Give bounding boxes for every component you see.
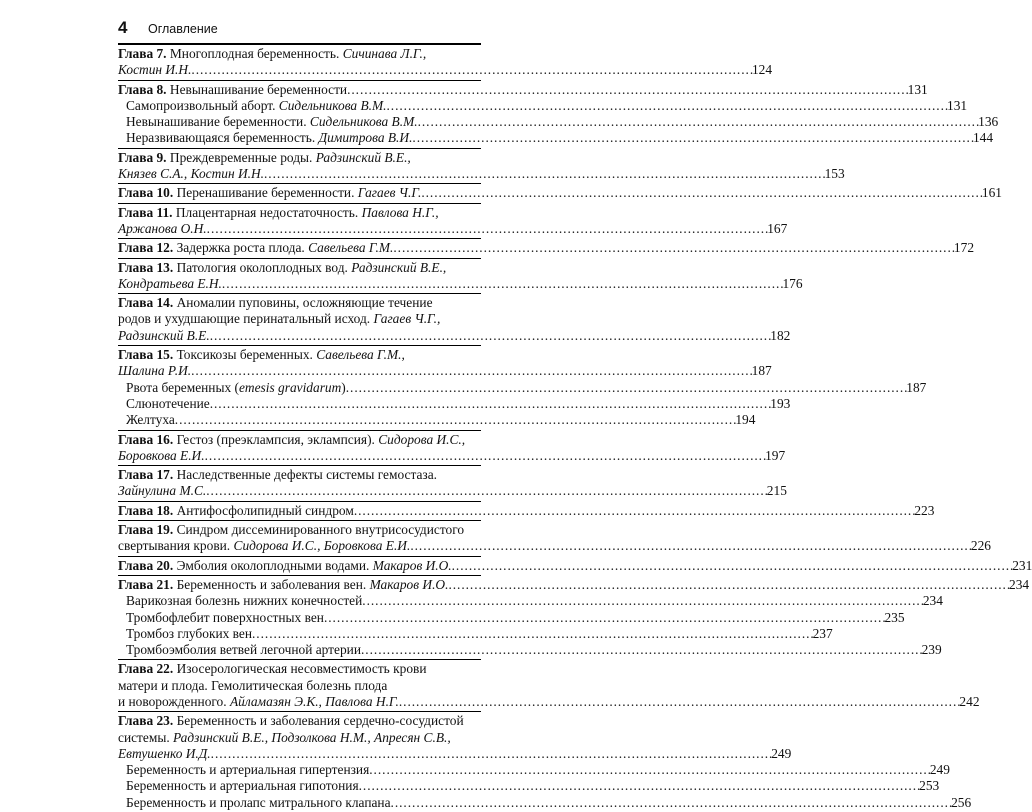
- title-text: Многоплодная беременность.: [166, 46, 343, 61]
- author-names: Сичинава Л.Г.,: [342, 46, 427, 61]
- toc-entry: [118, 203, 788, 239]
- toc-line-text: [118, 694, 399, 710]
- table-of-contents: [118, 43, 1032, 812]
- chapter-number: Глава 10.: [118, 185, 174, 201]
- title-text: Плацентарная недостаточность.: [172, 204, 362, 220]
- toc-entry: [118, 238, 975, 257]
- title-text: Тромбоэмболия ветвей легочной артерии: [126, 642, 362, 658]
- toc-line-text: [126, 593, 362, 609]
- toc-line: [118, 205, 481, 221]
- toc-line-text: [118, 185, 421, 201]
- toc-subsection-line: [118, 642, 942, 658]
- title-text: Синдром диссеминированного внутрисосудистого: [173, 522, 465, 538]
- toc-line: [118, 220, 788, 237]
- toc-line: [118, 661, 481, 677]
- title-text: Беременность и пролапс митрального клапана: [126, 794, 391, 810]
- toc-line-text: [118, 538, 410, 554]
- chapter-number: Глава 17.: [118, 467, 174, 483]
- toc-entry: [118, 465, 787, 501]
- toc-line: [118, 693, 980, 710]
- dot-leader: [264, 166, 825, 182]
- toc-line: [118, 678, 481, 694]
- author-names: Макаров И.О.: [369, 576, 449, 592]
- author-names: Шалина Р.И.: [118, 363, 192, 379]
- chapter-number: Глава 8.: [118, 81, 167, 97]
- author-names: Князев С.А., Костин И.Н.: [118, 166, 265, 182]
- title-text: Невынашивание беременности.: [126, 114, 310, 130]
- toc-line-text: [118, 432, 465, 448]
- page-ref: 172: [953, 240, 975, 256]
- page-ref: 234: [1009, 576, 1030, 592]
- chapter-number: Глава 20.: [118, 557, 174, 573]
- toc-line: [118, 502, 935, 519]
- page-ref: 167: [767, 220, 788, 236]
- toc-line-text: [118, 503, 354, 519]
- author-names: Сидельникова В.М.: [278, 97, 387, 113]
- title-text: Слюнотечение: [126, 395, 210, 411]
- title-text: Тромбофлебит поверхностных вен: [126, 609, 324, 625]
- title-text: Неразвивающаяся беременность.: [126, 130, 319, 146]
- toc-entry: [118, 711, 972, 812]
- toc-line: [118, 295, 481, 311]
- toc-entry: [118, 43, 773, 80]
- toc-line-text: [118, 82, 347, 98]
- toc-line: [118, 363, 772, 379]
- toc-line-text: [118, 205, 439, 221]
- page-ref: 131: [947, 97, 968, 113]
- toc-line: [118, 81, 928, 98]
- toc-line-text: [118, 522, 464, 538]
- page-ref: 131: [907, 81, 928, 97]
- dot-leader: [452, 558, 1013, 574]
- toc-line-text: [118, 558, 452, 574]
- toc-line-text: [118, 295, 433, 311]
- toc-line-text: [118, 713, 464, 729]
- title-text: родов и ухудшающие перинатальный исход.: [118, 311, 374, 327]
- toc-entry: [118, 556, 1032, 575]
- author-names: Радзинский В.Е.: [118, 327, 210, 343]
- page-ref: 226: [970, 538, 991, 554]
- title-text: свертывания крови.: [118, 538, 234, 554]
- toc-subsection-line: [118, 412, 756, 428]
- toc-line-text: [118, 328, 210, 344]
- toc-line: [118, 576, 1030, 593]
- toc-line: [118, 522, 481, 538]
- toc-line: [118, 447, 786, 464]
- author-names: Радзинский В.Е., Подзолкова Н.М., Апресян С.В.,: [173, 729, 451, 745]
- dot-leader: [359, 778, 920, 794]
- dot-leader: [391, 795, 952, 811]
- title-text: Гестоз (преэклампсия, эклампсия).: [173, 431, 379, 447]
- toc-line-text: [118, 363, 191, 379]
- author-names: Сидельникова В.М.: [309, 114, 418, 130]
- title-text: Беременность и артериальная гипертензия: [126, 762, 370, 778]
- chapter-number: Глава 7.: [118, 46, 167, 61]
- dot-leader: [362, 593, 923, 609]
- title-text: Рвота беременных (: [126, 379, 239, 395]
- toc-entry: [118, 148, 845, 184]
- dot-leader: [207, 221, 768, 237]
- page-ref: 187: [906, 379, 927, 395]
- dot-leader: [252, 626, 813, 642]
- toc-line-text: [126, 114, 418, 130]
- author-names: Радзинский В.Е.,: [351, 259, 447, 275]
- toc-line: [118, 311, 481, 327]
- toc-line-text: [118, 276, 222, 292]
- page-ref: 136: [978, 114, 999, 130]
- dot-leader: [412, 130, 973, 146]
- author-names: Савельева Г.М.,: [316, 347, 405, 363]
- author-names: Савельева Г.М.: [308, 240, 394, 256]
- dot-leader: [369, 762, 930, 778]
- toc-line: [118, 483, 787, 499]
- dot-leader: [191, 62, 752, 78]
- toc-line-text: [126, 412, 175, 428]
- toc-subsection-line: [118, 97, 968, 114]
- page-ref: 235: [884, 609, 905, 625]
- title-text: Самопроизвольный аборт.: [126, 97, 279, 113]
- dot-leader: [211, 746, 772, 762]
- toc-line-text: [118, 166, 264, 182]
- chapter-number: Глава 23.: [118, 713, 174, 729]
- author-names: Макаров И.О.: [372, 557, 452, 573]
- running-title: Оглавление: [148, 22, 218, 36]
- toc-line-text: [118, 577, 448, 593]
- title-text: Желтуха: [126, 412, 175, 428]
- toc-line: [118, 730, 481, 746]
- author-names: Боровкова Е.И.: [118, 447, 205, 463]
- page-ref: 124: [751, 62, 773, 78]
- page-ref: 197: [765, 447, 786, 463]
- dot-leader: [175, 412, 736, 428]
- toc-line-text: [118, 678, 387, 694]
- toc-entry: [118, 659, 980, 711]
- toc-line: [118, 240, 975, 256]
- title-text: Варикозная болезнь нижних конечностей: [126, 593, 363, 609]
- toc-subsection-line: [118, 593, 943, 609]
- title-text: Беременность и артериальная гипотония: [126, 778, 359, 794]
- author-names: Зайнулина М.С.: [118, 483, 207, 499]
- title-text: Эмболия околоплодными водами.: [173, 557, 373, 573]
- page-ref: 231: [1012, 557, 1032, 573]
- page-ref: 193: [770, 395, 791, 411]
- title-text: матери и плода. Гемолитическая болезнь плода: [118, 677, 388, 693]
- title-text: системы.: [118, 729, 174, 745]
- author-names: Айламазян Э.К., Павлова Н.Г.: [229, 693, 399, 709]
- dot-leader: [191, 363, 752, 379]
- toc-line-text: [118, 448, 205, 464]
- title-text: Тромбоз глубоких вен: [126, 625, 253, 641]
- toc-line: [118, 150, 481, 166]
- page-ref: 249: [929, 762, 950, 778]
- toc-line: [118, 275, 803, 292]
- page-ref: 194: [735, 412, 756, 428]
- toc-line: [118, 467, 481, 483]
- author-names: Евтушенко И.Д.: [118, 745, 211, 761]
- chapter-number: Глава 18.: [118, 502, 174, 518]
- dot-leader: [399, 694, 960, 710]
- toc-subsection-line: [118, 625, 833, 642]
- toc-line-text: [126, 626, 252, 642]
- toc-line-text: [118, 661, 427, 677]
- page-ref: 242: [959, 693, 980, 709]
- toc-line-text: [118, 730, 451, 746]
- chapter-number: Глава 22.: [118, 661, 174, 677]
- toc-line-text: [126, 610, 324, 626]
- author-names: Кондратьева Е.Н.: [118, 275, 222, 291]
- author-names: Радзинский В.Е.,: [315, 149, 411, 165]
- toc-subsection-line: [118, 778, 940, 794]
- toc-line-text: [126, 762, 369, 778]
- page-ref: 176: [782, 275, 803, 291]
- author-names: Гагаев Ч.Г.,: [373, 311, 441, 327]
- toc-entry: [118, 520, 991, 556]
- toc-line-text: [118, 240, 393, 256]
- chapter-number: Глава 15.: [118, 347, 174, 363]
- dot-leader: [448, 577, 1009, 593]
- page-ref: 256: [951, 794, 972, 810]
- toc-line: [118, 713, 481, 729]
- toc-subsection-line: [118, 395, 791, 412]
- toc-line: [118, 166, 845, 182]
- toc-subsection-line: [118, 794, 972, 811]
- toc-entry: [118, 501, 935, 520]
- toc-line-text: [118, 150, 411, 166]
- title-text: Беременность и заболевания вен.: [173, 576, 370, 592]
- toc-line-text: [118, 260, 446, 276]
- toc-line-text: [118, 467, 437, 483]
- chapter-number: Глава 11.: [118, 204, 173, 220]
- dot-leader: [421, 185, 982, 201]
- dot-leader: [210, 396, 771, 412]
- dot-leader: [324, 610, 885, 626]
- title-text: Невынашивание беременности: [166, 81, 348, 97]
- page-ref: 161: [981, 185, 1002, 201]
- toc-entry: [118, 293, 791, 345]
- page-header: [118, 18, 218, 40]
- author-names: Костин И.Н.: [118, 62, 192, 78]
- toc-subsection-line: [118, 379, 927, 396]
- toc-line: [118, 46, 481, 62]
- toc-line-text: [118, 311, 440, 327]
- title-text: Беременность и заболевания сердечно-сосудистой: [173, 713, 464, 729]
- page-ref: 223: [914, 502, 935, 518]
- toc-line: [118, 327, 791, 344]
- toc-line-text: [126, 396, 210, 412]
- toc-line-text: [126, 380, 346, 396]
- author-names: Сидорова И.С.,: [378, 431, 466, 447]
- toc-subsection-line: [118, 130, 994, 146]
- page-ref: 153: [824, 166, 845, 182]
- toc-line-text: [126, 130, 412, 146]
- dot-leader: [206, 483, 767, 499]
- page-ref: 239: [921, 642, 942, 658]
- chapter-number: Глава 14.: [118, 295, 174, 311]
- author-names: Димитрова В.И.: [318, 130, 413, 146]
- toc-line: [118, 62, 773, 78]
- toc-line: [118, 260, 481, 276]
- toc-line-text: [118, 483, 206, 499]
- chapter-number: Глава 19.: [118, 522, 174, 538]
- title-text: Преждевременные роды.: [166, 149, 316, 165]
- title-text: Антифосфолипидный синдром: [173, 502, 354, 518]
- chapter-number: Глава 9.: [118, 149, 167, 165]
- author-names: emesis gravidarum: [238, 379, 342, 395]
- title-text: Перенашивание беременности.: [173, 185, 358, 201]
- toc-entry: [118, 258, 803, 294]
- toc-line: [118, 745, 792, 762]
- dot-leader: [418, 114, 979, 130]
- dot-leader: [386, 98, 947, 114]
- toc-line-text: [118, 62, 191, 78]
- dot-leader: [347, 82, 908, 98]
- toc-line: [118, 538, 991, 554]
- dot-leader: [393, 240, 954, 256]
- toc-entry: [118, 430, 786, 466]
- chapter-number: Глава 12.: [118, 240, 174, 256]
- toc-entry: [118, 575, 1030, 659]
- author-names: Гагаев Ч.Г.: [357, 185, 422, 201]
- title-text: Изосерологическая несовместимость крови: [173, 661, 427, 677]
- dot-leader: [210, 328, 771, 344]
- toc-line-text: [118, 221, 207, 237]
- title-text: Патология околоплодных вод.: [173, 259, 352, 275]
- dot-leader: [410, 538, 971, 554]
- chapter-number: Глава 13.: [118, 259, 174, 275]
- page-ref: 237: [812, 625, 833, 641]
- page-ref: 215: [766, 483, 787, 499]
- author-names: Аржанова О.Н.: [118, 220, 207, 236]
- title-text: Аномалии пуповины, осложняющие течение: [173, 295, 433, 311]
- toc-line-text: [118, 46, 426, 62]
- toc-entry: [118, 183, 1002, 202]
- page-ref: 187: [751, 363, 772, 379]
- toc-subsection-line: [118, 114, 999, 130]
- page-ref: 234: [922, 593, 943, 609]
- toc-entry: [118, 80, 999, 148]
- dot-leader: [205, 448, 766, 464]
- toc-subsection-line: [118, 762, 950, 778]
- author-names: Сидорова И.С., Боровкова Е.И.: [233, 538, 411, 554]
- toc-line: [118, 557, 1032, 574]
- toc-line: [118, 185, 1002, 201]
- title-text: Токсикозы беременных.: [173, 347, 317, 363]
- page-number: 4: [118, 18, 128, 37]
- title-text: Задержка роста плода.: [173, 240, 309, 256]
- dot-leader: [361, 642, 922, 658]
- toc-entry: [118, 345, 927, 429]
- page-ref: 253: [919, 778, 940, 794]
- page-ref: 144: [972, 130, 994, 146]
- chapter-number: Глава 21.: [118, 576, 174, 592]
- title-text: Наследственные дефекты системы гемостаза.: [173, 467, 437, 483]
- dot-leader: [346, 380, 907, 396]
- toc-line-text: [126, 98, 386, 114]
- toc-subsection-line: [118, 609, 905, 626]
- toc-line: [118, 432, 481, 448]
- title-text-tail: ): [341, 379, 346, 395]
- chapter-number: Глава 16.: [118, 431, 174, 447]
- dot-leader: [354, 503, 915, 519]
- toc-line-text: [118, 347, 405, 363]
- author-names: Павлова Н.Г.,: [361, 204, 439, 220]
- toc-line-text: [126, 642, 361, 658]
- page-ref: 249: [771, 745, 792, 761]
- toc-line-text: [118, 746, 211, 762]
- toc-line-text: [126, 778, 359, 794]
- dot-leader: [222, 276, 783, 292]
- toc-line-text: [126, 795, 391, 811]
- title-text: и новорожденного.: [118, 693, 230, 709]
- page-ref: 182: [770, 327, 791, 343]
- toc-line: [118, 347, 481, 363]
